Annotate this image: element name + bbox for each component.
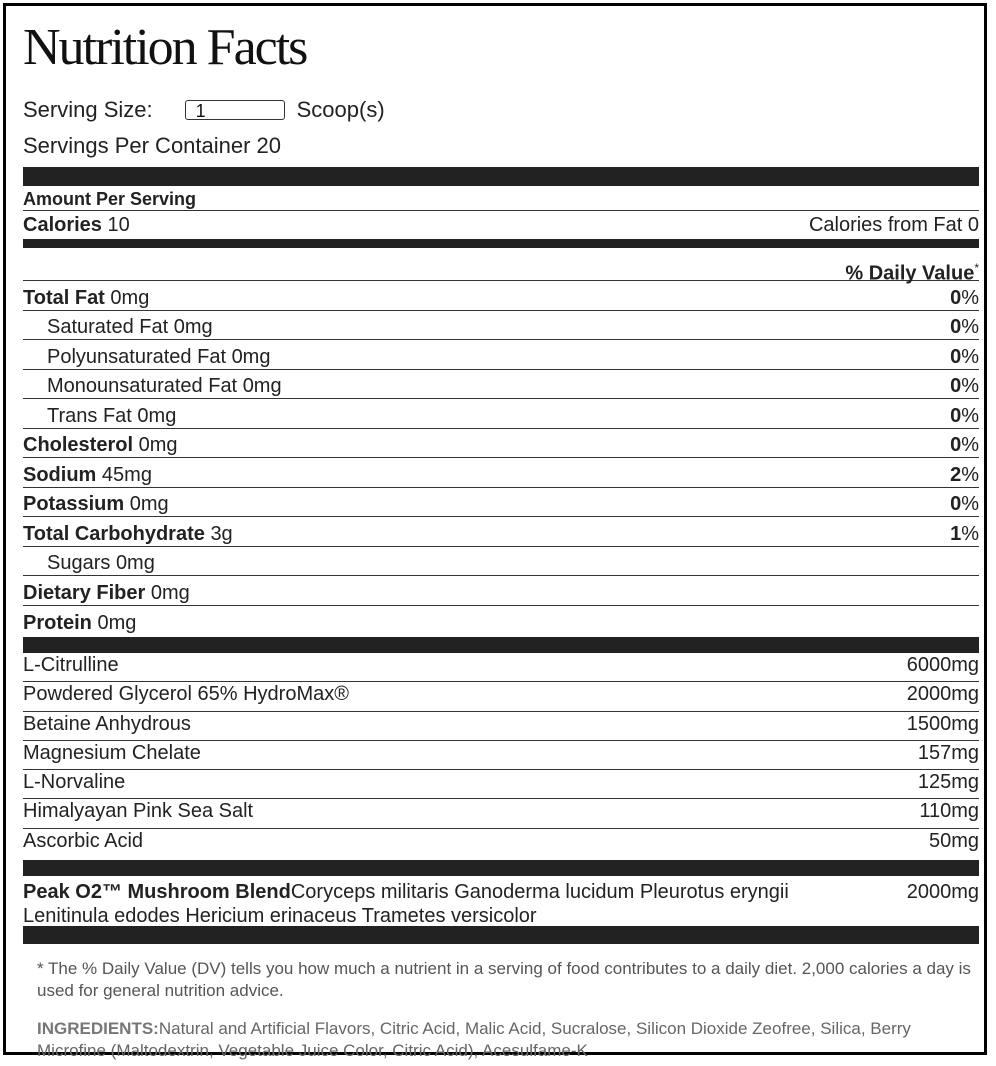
nutrient-row [23,576,979,606]
ingredient-name: L-Citrulline [23,654,119,676]
ingredient-amount: 157mg [917,741,979,764]
serving-size-row [23,96,979,124]
nutrient-daily-value-number: 0 [950,345,962,368]
ingredient-amounts-list [23,653,979,858]
calories-text [23,214,130,237]
nutrient-amount: 0mg [150,581,190,604]
nutrient-name: Trans Fat [47,404,132,427]
nutrient-daily-value [950,316,979,339]
nutrient-daily-value-sign: % [961,522,979,545]
thick-divider [23,637,979,653]
nutrient-daily-value-sign: % [961,286,979,309]
blend-row [23,876,979,926]
nutrient-amount: 45mg [101,463,152,486]
ingredient-amount: 1500mg [906,712,979,735]
nutrient-row [23,458,979,488]
nutrient-name: Monounsaturated Fat [47,375,238,397]
blend-amount: 2000mg [906,881,979,904]
ingredient-row [23,770,979,799]
nutrient-row [23,606,979,636]
nutrient-name: Total Carbohydrate [23,522,205,545]
serving-size-label: Serving Size: [23,97,153,122]
nutrient-daily-value [950,346,979,369]
nutrient-daily-value-number: 0 [950,404,962,427]
nutrient-daily-value-sign: % [961,375,979,397]
ingredient-amount: 2000mg [906,683,979,706]
label-content [23,6,979,1062]
ingredient-row [23,682,979,711]
nutrition-facts-label [3,3,987,1061]
ingredient-name: Powdered Glycerol 65% HydroMax® [23,683,349,706]
nutrient-row [23,429,979,459]
nutrient-label [23,612,136,635]
nutrient-daily-value-sign: % [961,463,979,486]
nutrient-amount: 3g [210,522,233,545]
ingredient-name: Magnesium Chelate [23,741,201,764]
ingredient-row [23,829,979,858]
nutrient-name: Sugars [47,552,111,574]
ingredient-name: Betaine Anhydrous [23,712,191,735]
nutrient-amount: 0mg [242,375,282,397]
nutrient-label [23,464,152,487]
daily-value-star: * [974,261,979,275]
daily-value-footnote: * The % Daily Value (DV) tells you how much a nutrient in a serving of food contributes to a daily diet. 2,000 calories a day is used for general nutrition advice. [37,959,971,1001]
nutrient-row [23,340,979,370]
nutrient-daily-value-number: 1 [950,522,962,545]
ingredients-label: INGREDIENTS: [37,1019,159,1039]
ingredient-amount: 125mg [917,771,979,794]
nutrient-name: Cholesterol [23,434,134,456]
nutrient-daily-value-sign: % [961,316,979,338]
nutrient-daily-value [950,375,979,398]
nutrient-daily-value-number: 0 [950,493,962,515]
nutrient-daily-value-sign: % [961,345,979,368]
blend-components: Coryceps militaris Ganoderma lucidum Pleurotus eryngii Lenitinula edodes Hericium erinaceus Trametes versicolor [23,881,789,928]
calories-value: 10 [107,213,130,236]
nutrient-daily-value [950,434,979,457]
nutrient-row [23,399,979,429]
nutrient-label [23,346,270,369]
amount-per-serving: Amount Per Serving [23,186,979,211]
nutrient-amount: 0mg [115,552,155,574]
nutrient-row [23,311,979,341]
nutrient-row [23,517,979,547]
ingredient-row [23,799,979,828]
thick-divider [23,167,979,186]
nutrient-label [23,552,155,575]
nutrient-daily-value-sign: % [961,404,979,427]
nutrient-daily-value [950,287,979,310]
nutrient-label [23,405,176,428]
nutrient-amount: 0mg [137,404,177,427]
ingredient-row [23,653,979,682]
nutrient-row [23,281,979,311]
nutrient-label [23,582,190,605]
nutrient-row [23,547,979,577]
nutrient-daily-value-sign: % [961,434,979,456]
calories-label: Calories [23,213,102,236]
servings-per-container: Servings Per Container 20 [23,133,282,158]
ingredient-amount: 50mg [928,829,979,852]
nutrient-daily-value-number: 0 [950,375,962,397]
daily-value-header [23,248,979,285]
nutrient-label [23,523,233,546]
nutrient-daily-value-number: 0 [950,286,962,309]
thick-divider [23,860,979,876]
nutrient-amount: 0mg [138,434,178,456]
nutrient-name: Potassium [23,493,125,515]
nutrient-daily-value [950,464,979,487]
thick-divider [23,926,979,944]
nutrient-amount: 0mg [173,316,213,338]
nutrient-amount: 0mg [97,612,137,634]
blend-text [23,880,843,926]
nutrient-row [23,488,979,518]
nutrient-name: Total Fat [23,286,105,309]
ingredient-row [23,712,979,741]
ingredient-name: Ascorbic Acid [23,829,144,852]
nutrient-daily-value [950,405,979,428]
ingredient-amount: 110mg [919,800,979,823]
serving-size-field[interactable]: 1 [185,100,285,120]
nutrient-name: Saturated Fat [47,316,169,338]
medium-divider [23,239,979,248]
blend-name: Peak O2™ Mushroom Blend [23,881,291,904]
nutrient-amount: 0mg [110,286,150,309]
nutrient-amount: 0mg [129,493,169,515]
daily-value-label: % Daily Value [845,262,975,285]
calories-from-fat: Calories from Fat 0 [808,213,979,236]
nutrient-daily-value [950,523,979,546]
ingredient-name: L-Norvaline [23,771,126,794]
calories-row [23,211,979,239]
nutrient-label [23,434,178,457]
nutrient-daily-value-sign: % [961,493,979,515]
label-title: Nutrition Facts [23,19,307,76]
nutrient-label [23,287,149,310]
ingredient-row [23,741,979,770]
ingredients-text: Natural and Artificial Flavors, Citric Acid, Malic Acid, Sucralose, Silicon Dioxide Zeofree, Silica, Berry Microfine (Maltodextrin, Vegetable Juice Color, Citric Acid), Acesulfame-K [37,1019,911,1061]
nutrient-name: Protein [23,612,92,634]
ingredient-name: Himalyayan Pink Sea Salt [23,800,254,823]
nutrient-row [23,370,979,400]
nutrient-name: Dietary Fiber [23,581,146,604]
nutrient-label [23,493,169,516]
serving-size-unit: Scoop(s) [296,97,385,122]
nutrient-daily-value-number: 2 [950,463,962,486]
nutrient-amount: 0mg [231,345,271,368]
nutrient-label [23,375,282,398]
nutrient-daily-value [950,493,979,516]
nutrient-list [23,281,979,635]
nutrient-label [23,316,213,339]
ingredients-statement [23,1018,979,1062]
ingredient-amount: 6000mg [906,654,979,676]
nutrient-name: Polyunsaturated Fat [47,345,226,368]
nutrient-name: Sodium [23,463,97,486]
nutrient-daily-value-number: 0 [950,434,962,456]
nutrient-daily-value-number: 0 [950,316,962,338]
